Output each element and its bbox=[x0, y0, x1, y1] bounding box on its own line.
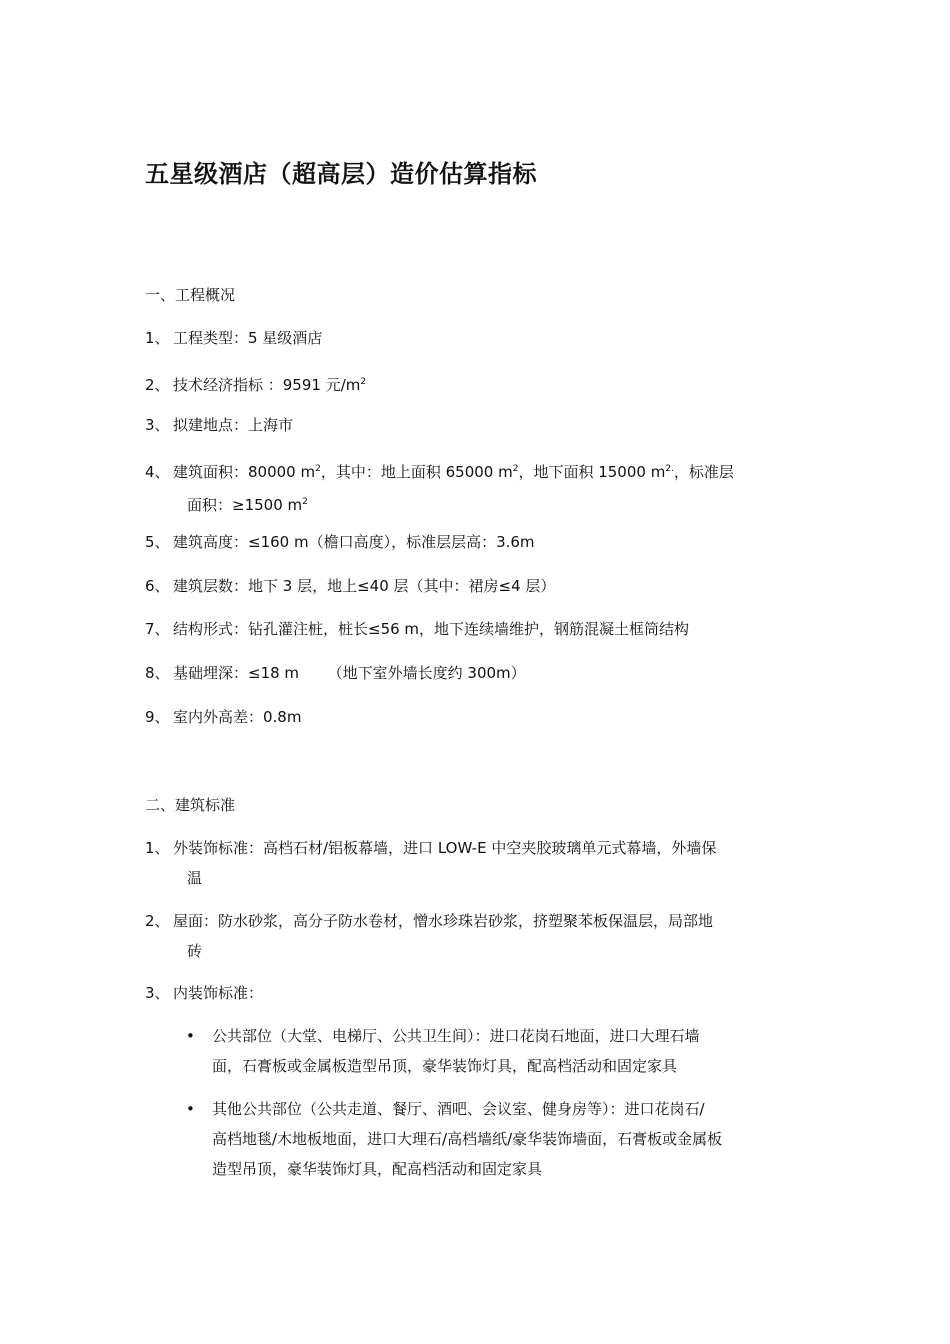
item-text: 基础埋深：≤18 m （地下室外墙长度约 300m） bbox=[173, 664, 526, 682]
bullet-text-line: 其他公共部位（公共走道、餐厅、酒吧、会议室、健身房等）：进口花岗石/ bbox=[212, 1100, 705, 1118]
item-number: 1、 bbox=[145, 329, 170, 347]
item-number: 4、 bbox=[145, 463, 170, 481]
item-number: 3、 bbox=[145, 416, 170, 434]
item-number: 2、 bbox=[145, 912, 170, 930]
item-number: 1、 bbox=[145, 839, 170, 857]
item-number: 3、 bbox=[145, 984, 170, 1002]
bullet-text-line: 面，石膏板或金属板造型吊顶，豪华装饰灯具，配高档活动和固定家具 bbox=[212, 1057, 678, 1075]
item-text: 结构形式：钻孔灌注桩，桩长≤56 m，地下连续墙维护，钢筋混凝土框筒结构 bbox=[173, 620, 690, 638]
superscript: 2 bbox=[315, 464, 321, 474]
bullet-text-line: 公共部位（大堂、电梯厅、公共卫生间）：进口花岗石地面，进口大理石墙 bbox=[212, 1027, 700, 1045]
bullet-item bbox=[186, 1094, 816, 1184]
item-continuation: 温 bbox=[187, 869, 203, 887]
item-number: 2、 bbox=[145, 376, 170, 394]
superscript: 2 bbox=[512, 464, 519, 474]
bullet-text-line: 造型吊顶，豪华装饰灯具，配高档活动和固定家具 bbox=[212, 1160, 543, 1178]
section-heading-overview: 一、工程概况 bbox=[145, 286, 236, 304]
item-text: 外装饰标准：高档石材/铝板幕墙，进口 LOW-E 中空夹胶玻璃单元式幕墙，外墙保 bbox=[173, 839, 717, 857]
list-item bbox=[145, 367, 366, 400]
list-item bbox=[145, 614, 689, 644]
bullet-icon: • bbox=[186, 1027, 195, 1045]
item-number: 6、 bbox=[145, 577, 170, 595]
item-text: ，地下面积 15000 m bbox=[518, 463, 666, 481]
document-title: 五星级酒店（超高层）造价估算指标 bbox=[145, 160, 537, 188]
bullet-text-line: 高档地毯/木地板地面，进口大理石/高档墙纸/豪华装饰墙面，石膏板或金属板 bbox=[212, 1130, 723, 1148]
list-item bbox=[145, 658, 526, 688]
item-text: 面积：≥1500 m bbox=[187, 496, 303, 514]
item-continuation: 砖 bbox=[187, 942, 203, 960]
list-item bbox=[145, 978, 263, 1008]
list-item bbox=[145, 833, 811, 893]
item-text: 技术经济指标 ：9591 元/m bbox=[173, 376, 361, 394]
bullet-icon: • bbox=[186, 1100, 195, 1118]
item-continuation bbox=[145, 487, 811, 520]
superscript: 2 bbox=[302, 497, 308, 507]
bullet-item bbox=[186, 1021, 816, 1081]
list-item bbox=[145, 527, 535, 557]
item-number: 7、 bbox=[145, 620, 170, 638]
section-heading-standards: 二、建筑标准 bbox=[145, 796, 236, 814]
item-text: 建筑层数：地下 3 层，地上≤40 层（其中：裙房≤4 层） bbox=[173, 577, 556, 595]
superscript: 2. bbox=[665, 464, 674, 474]
list-item bbox=[145, 906, 811, 966]
list-item bbox=[145, 702, 301, 732]
list-item bbox=[145, 410, 293, 440]
list-item bbox=[145, 454, 811, 520]
item-text: ，标准层 bbox=[673, 463, 734, 481]
list-item bbox=[145, 323, 322, 353]
item-text: ，其中：地上面积 65000 m bbox=[320, 463, 513, 481]
item-text: 建筑高度：≤160 m（檐口高度），标准层层高：3.6m bbox=[173, 533, 535, 551]
item-text: 工程类型：5 星级酒店 bbox=[173, 329, 323, 347]
item-number: 9、 bbox=[145, 708, 170, 726]
superscript: 2 bbox=[360, 377, 367, 387]
item-text: 建筑面积：80000 m bbox=[173, 463, 316, 481]
item-number: 8、 bbox=[145, 664, 170, 682]
item-number: 5、 bbox=[145, 533, 170, 551]
list-item bbox=[145, 571, 555, 601]
item-text: 室内外高差：0.8m bbox=[173, 708, 302, 726]
item-text: 屋面：防水砂浆，高分子防水卷材，憎水珍珠岩砂浆，挤塑聚苯板保温层，局部地 bbox=[173, 912, 714, 930]
item-text: 拟建地点：上海市 bbox=[173, 416, 294, 434]
item-text: 内装饰标准： bbox=[173, 984, 264, 1002]
